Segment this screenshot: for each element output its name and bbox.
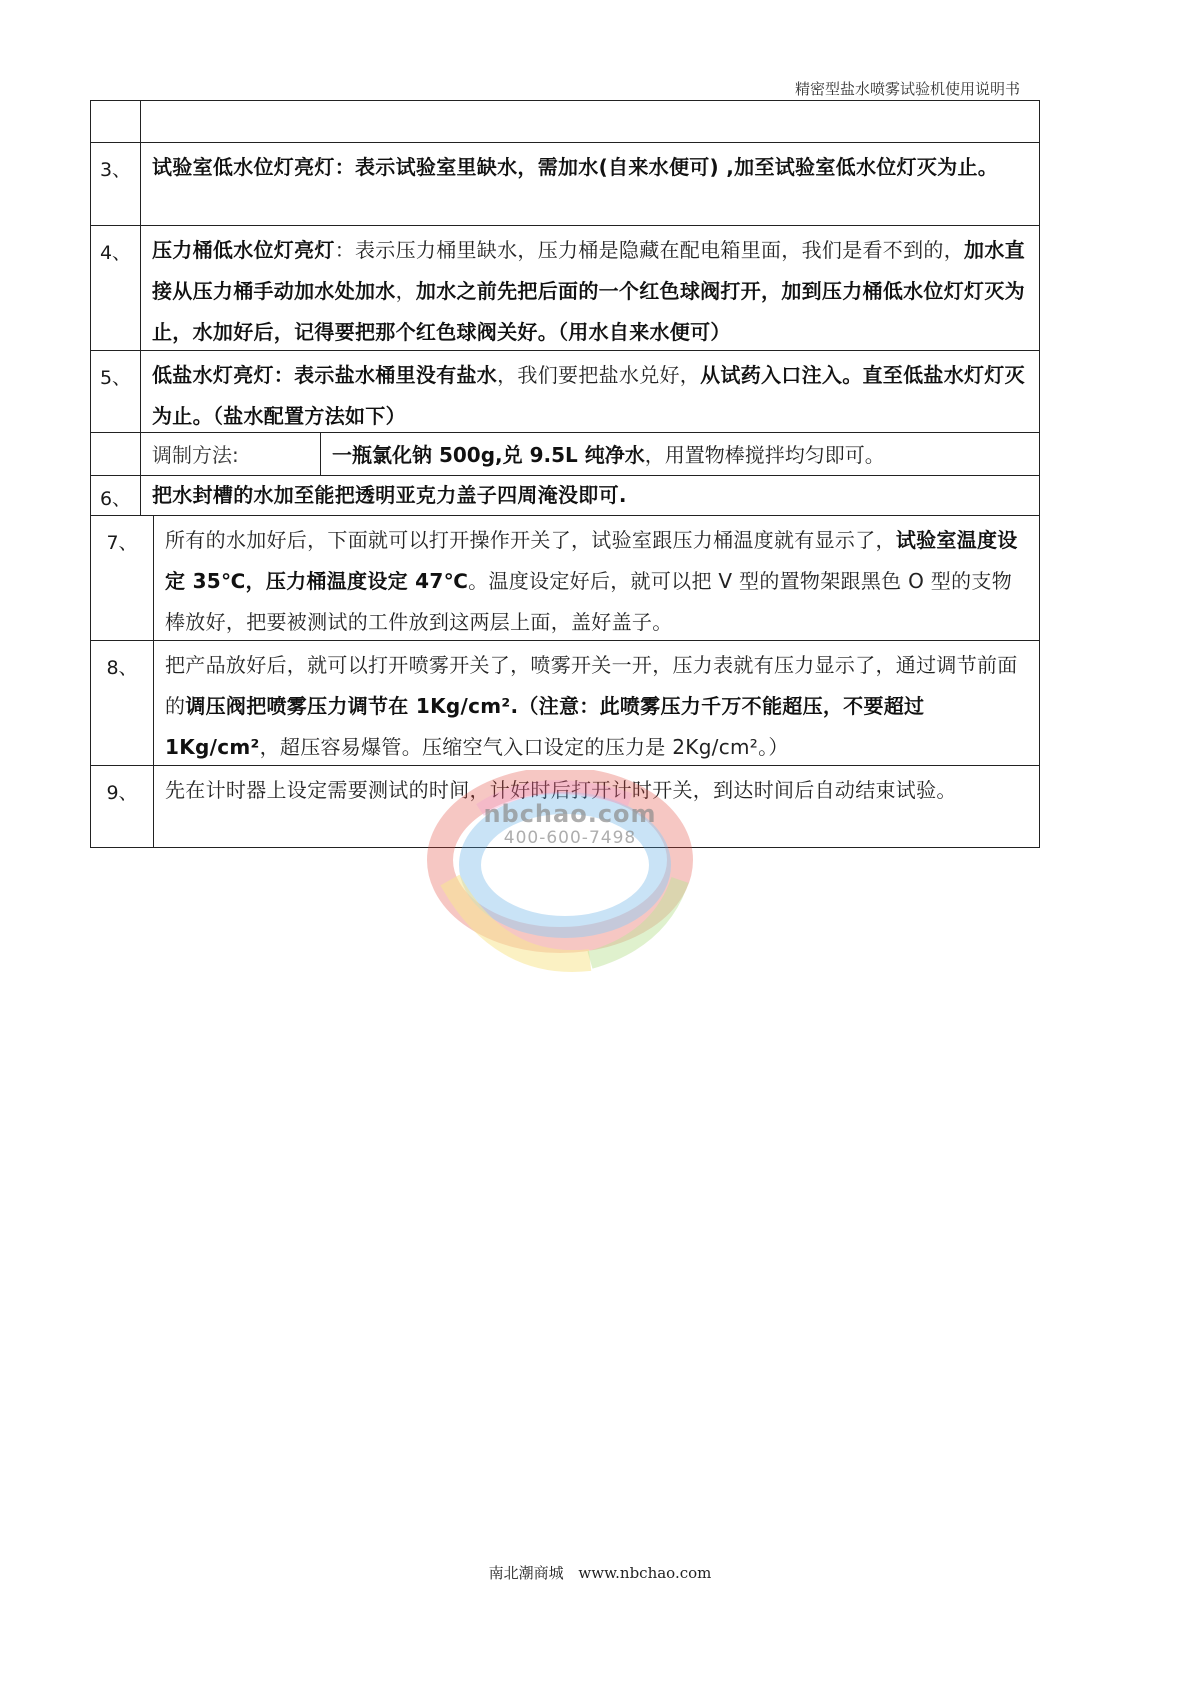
document-header-title: 精密型盐水喷雾试验机使用说明书 (794, 80, 1020, 98)
row-content (154, 516, 1039, 640)
text-segment: ，我们要把盐水兑好， (497, 363, 701, 387)
preparation-value (321, 433, 1039, 475)
text-segment: 试验室低水位灯亮灯：表示试验室里缺水，需加水(自来水便可) ,加至试验室低水位灯灭为止。 (152, 155, 999, 179)
row-content (141, 101, 1039, 142)
table-row-empty (90, 100, 1040, 142)
text-segment: ，用置物棒搅拌均匀即可。 (644, 443, 885, 467)
footer-url[interactable]: www.nbchao.com (578, 1564, 712, 1582)
row-number: 9、 (91, 766, 154, 847)
row-number (91, 433, 141, 475)
table-row-6 (90, 475, 1040, 515)
text-segment: 。温度设定好后，就可以把 V 型的置物架跟黑色 O 型的支物棒放好，把要被测试的工件放到这两层上面，盖好盖子。 (165, 569, 1012, 634)
row-number: 4、 (91, 226, 141, 350)
text-segment: 低盐水灯亮灯：表示盐水桶里没有盐水 (152, 363, 498, 387)
table-row-preparation (90, 432, 1040, 475)
row-content (141, 143, 1039, 225)
text-segment: ， (395, 279, 416, 303)
text-segment: 先在计时器上设定需要测试的时间，计好时后打开计时开关，到达时间后自动结束试验。 (165, 778, 957, 802)
text-segment: 试验室温度设定 35℃，压力桶温度设定 47℃ (165, 528, 1018, 593)
text-segment: 一瓶氯化钠 500g,兑 9.5L 纯净水 (332, 443, 645, 467)
text-segment: 调压阀把喷雾压力调节在 1Kg/cm².（注意：此喷雾压力千万不能超压，不要超过 1Kg/cm² (165, 694, 925, 759)
row-content (141, 476, 1039, 515)
text-segment: 把产品放好后，就可以打开喷雾开关了，喷雾开关一开，压力表就有压力显示了，通过调节前面的 (165, 653, 1018, 718)
text-segment: ：表示压力桶里缺水，压力桶是隐藏在配电箱里面，我们是看不到的， (334, 238, 965, 262)
table-row-5 (90, 350, 1040, 432)
text-segment: 加水之前先把后面的一个红色球阀打开，加到压力桶低水位灯灯灭为止，水加好后，记得要把那个红色球阀关好。（用水自来水便可） (152, 279, 1025, 344)
watermark-site: nbchao.com (483, 800, 657, 828)
row-content (141, 351, 1039, 432)
text-segment: 把水封槽的水加至能把透明亚克力盖子四周淹没即可. (152, 483, 627, 507)
watermark-phone: 400-600-7498 (503, 828, 637, 848)
row-number: 8、 (91, 641, 154, 765)
page-footer (0, 1562, 1200, 1583)
row-content (154, 766, 1039, 847)
text-segment: 所有的水加好后，下面就可以打开操作开关了，试验室跟压力桶温度就有显示了， (165, 528, 896, 552)
table-row-4 (90, 225, 1040, 350)
text-segment: 压力桶低水位灯亮灯 (152, 238, 335, 262)
preparation-label: 调制方法: (141, 433, 321, 475)
row-number: 3、 (91, 143, 141, 225)
table-row-9 (90, 765, 1040, 848)
row-number: 7、 (91, 516, 154, 640)
table-row-3 (90, 142, 1040, 225)
text-segment: ，超压容易爆管。压缩空气入口设定的压力是 2Kg/cm²。） (259, 735, 789, 759)
text-segment: 从试药入口注入。直至低盐水灯灯灭为止。（盐水配置方法如下） (152, 363, 1025, 428)
table-row-7 (90, 515, 1040, 640)
row-number: 5、 (91, 351, 141, 432)
row-number (91, 101, 141, 142)
table-row-8 (90, 640, 1040, 765)
footer-store-name: 南北潮商城 (488, 1564, 564, 1582)
row-content (141, 226, 1039, 350)
row-content (154, 641, 1039, 765)
row-number: 6、 (91, 476, 141, 515)
text-segment: 加水直接从压力桶手动加水处加水 (152, 238, 1025, 303)
